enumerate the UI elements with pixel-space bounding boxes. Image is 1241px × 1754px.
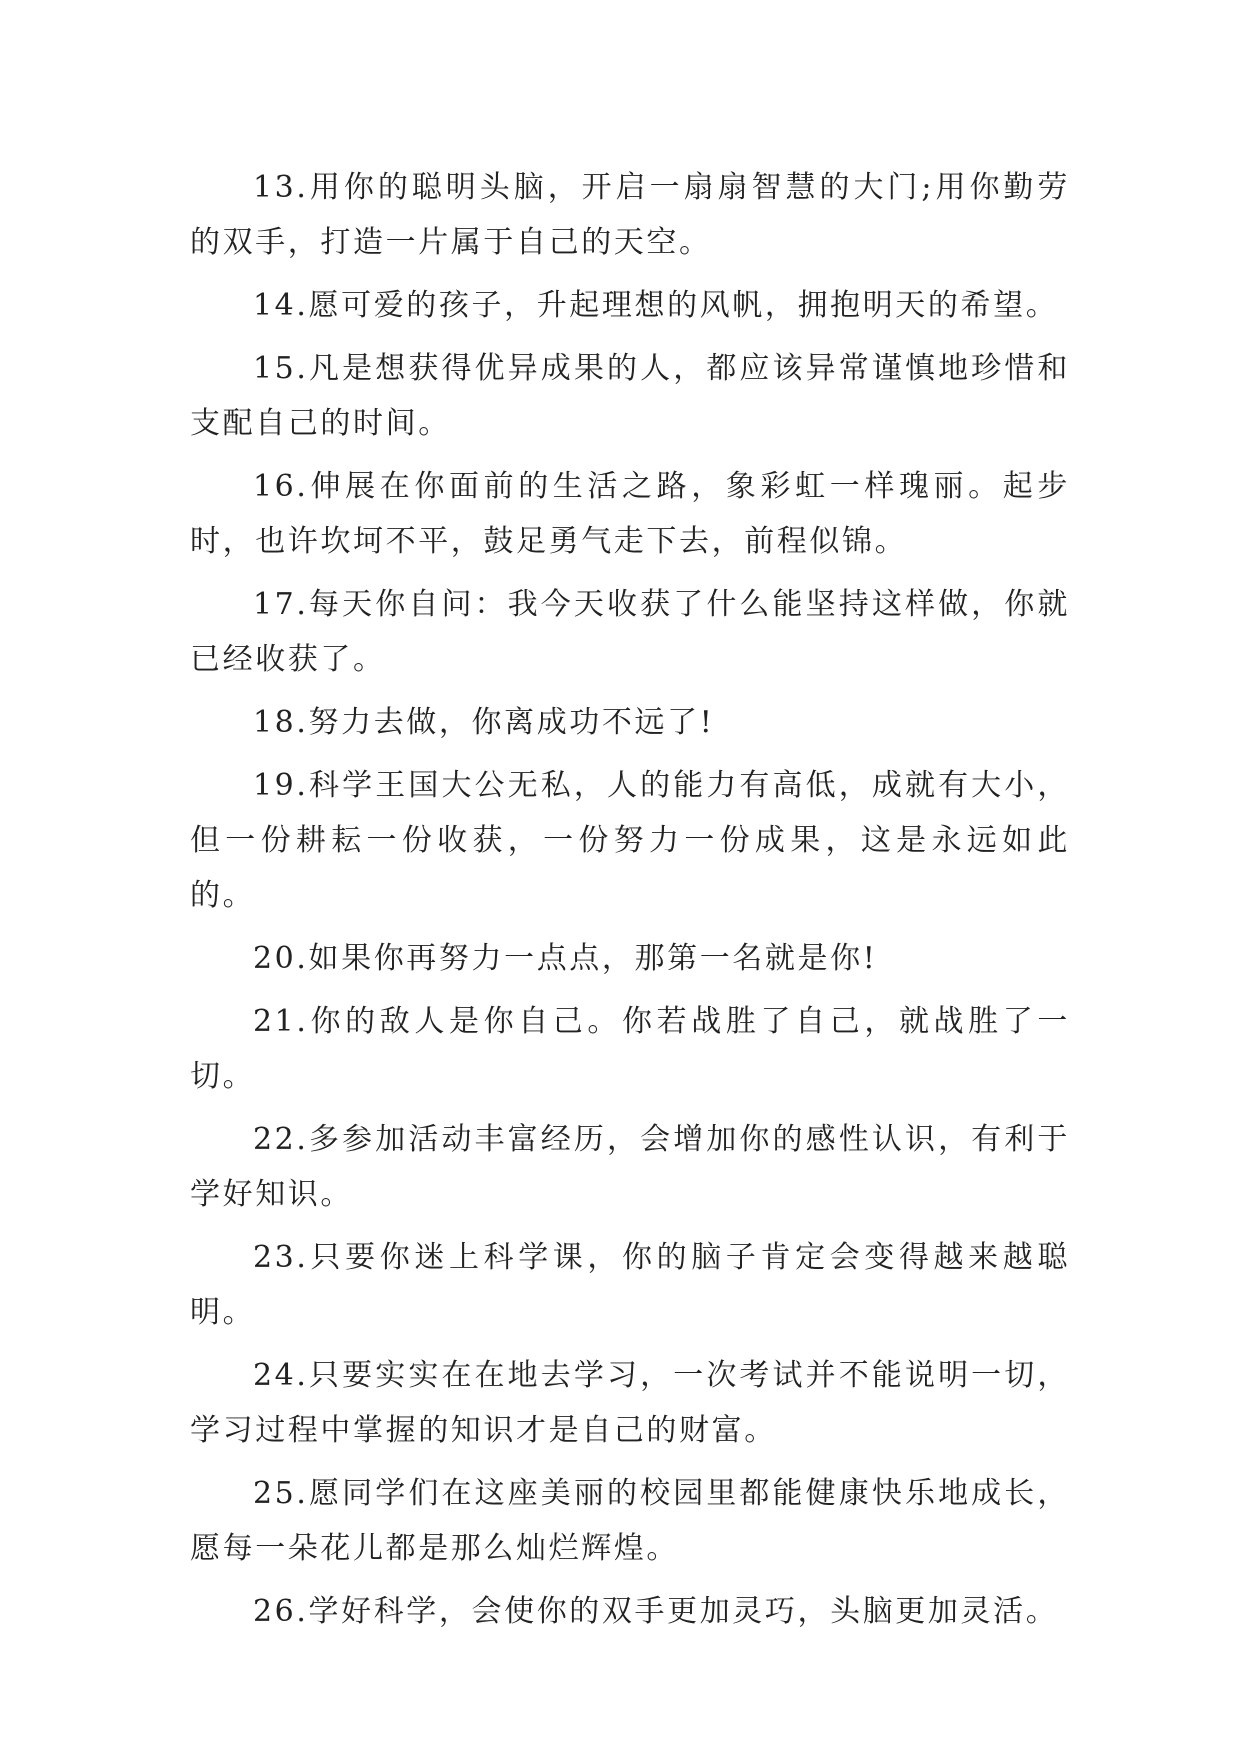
paragraph-24: 24.只要实实在在地去学习，一次考试并不能说明一切，学习过程中掌握的知识才是自己的财富。 xyxy=(190,1358,1070,1448)
paragraph-25: 25.愿同学们在这座美丽的校园里都能健康快乐地成长，愿每一朵花儿都是那么灿烂辉煌。 xyxy=(190,1476,1070,1566)
paragraph-21: 21.你的敌人是你自己。你若战胜了自己，就战胜了一切。 xyxy=(190,1004,1070,1094)
paragraph-15: 15.凡是想获得优异成果的人，都应该异常谨慎地珍惜和支配自己的时间。 xyxy=(190,351,1070,441)
document-body xyxy=(190,160,1070,1647)
paragraph-13: 13.用你的聪明头脑，开启一扇扇智慧的大门;用你勤劳的双手，打造一片属于自己的天空。 xyxy=(190,170,1070,260)
paragraph-26: 26.学好科学，会使你的双手更加灵巧，头脑更加灵活。 xyxy=(253,1594,1059,1629)
paragraph-14: 14.愿可爱的孩子，升起理想的风帆，拥抱明天的希望。 xyxy=(253,288,1059,323)
paragraph-19: 19.科学王国大公无私，人的能力有高低，成就有大小，但一份耕耘一份收获，一份努力一份成果，这是永远如此的。 xyxy=(190,768,1070,913)
paragraph-16: 16.伸展在你面前的生活之路，象彩虹一样瑰丽。起步时，也许坎坷不平，鼓足勇气走下去，前程似锦。 xyxy=(190,469,1070,559)
paragraph-22: 22.多参加活动丰富经历，会增加你的感性认识，有利于学好知识。 xyxy=(190,1122,1070,1212)
paragraph-23: 23.只要你迷上科学课，你的脑子肯定会变得越来越聪明。 xyxy=(190,1240,1070,1330)
paragraph-20: 20.如果你再努力一点点，那第一名就是你! xyxy=(253,941,878,976)
paragraph-17: 17.每天你自问：我今天收获了什么能坚持这样做，你就已经收获了。 xyxy=(190,587,1070,677)
paragraph-18: 18.努力去做，你离成功不远了! xyxy=(253,705,715,740)
